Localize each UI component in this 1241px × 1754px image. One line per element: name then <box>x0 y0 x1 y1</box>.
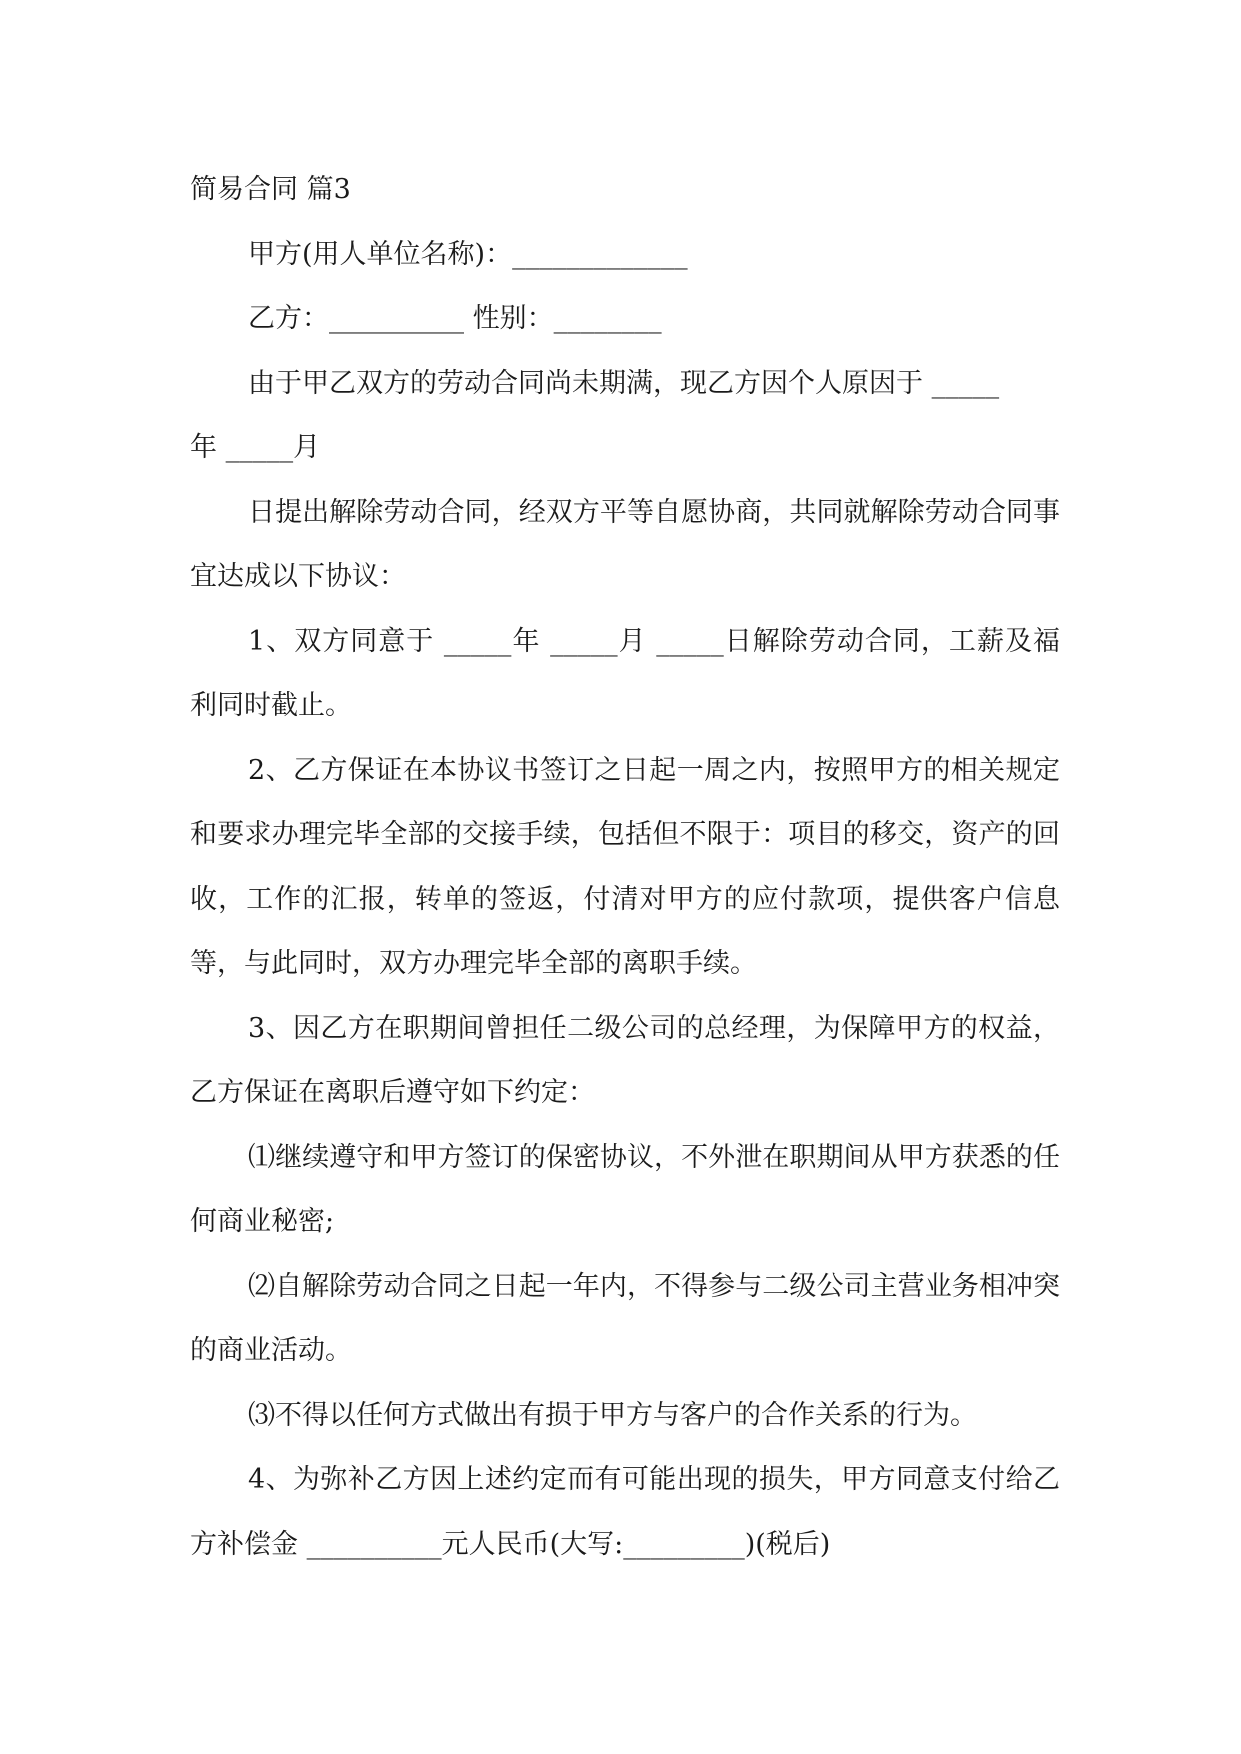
document-body <box>190 158 1060 1577</box>
party-b-line: 乙方：__________ 性别：________ <box>248 303 662 334</box>
intro-line-2: 年 _____月 <box>190 432 321 463</box>
clause-3-item-3: ⑶不得以任何方式做出有损于甲方与客户的合作关系的行为。 <box>248 1399 977 1431</box>
intro-paragraph: 日提出解除劳动合同，经双方平等自愿协商，共同就解除劳动合同事宜达成以下协议： <box>190 496 1060 592</box>
intro-line-1: 由于甲乙双方的劳动合同尚未期满，现乙方因个人原因于 _____ <box>248 367 1000 399</box>
clause-3: 3、因乙方在职期间曾担任二级公司的总经理，为保障甲方的权益，乙方保证在离职后遵守如下约定： <box>190 1012 1060 1108</box>
clause-4: 4、为弥补乙方因上述约定而有可能出现的损失，甲方同意支付给乙方补偿金 __________元人民币(大写:_________)(税后) <box>190 1464 1060 1560</box>
clause-3-item-1: ⑴继续遵守和甲方签订的保密协议，不外泄在职期间从甲方获悉的任何商业秘密; <box>190 1141 1060 1237</box>
clause-1: 1、双方同意于 _____年 _____月 _____日解除劳动合同，工薪及福利同时截止。 <box>190 625 1060 721</box>
clause-3-item-2: ⑵自解除劳动合同之日起一年内，不得参与二级公司主营业务相冲突的商业活动。 <box>190 1270 1060 1366</box>
party-a-line: 甲方(用人单位名称)：_____________ <box>248 238 688 270</box>
document-title: 简易合同 篇3 <box>190 174 351 205</box>
clause-2: 2、乙方保证在本协议书签订之日起一周之内，按照甲方的相关规定和要求办理完毕全部的交接手续，包括但不限于：项目的移交，资产的回收，工作的汇报，转单的签返，付清对甲方的应付款项，提供客户信息等，与此同时，双方办理完毕全部的离职手续。 <box>190 754 1060 979</box>
